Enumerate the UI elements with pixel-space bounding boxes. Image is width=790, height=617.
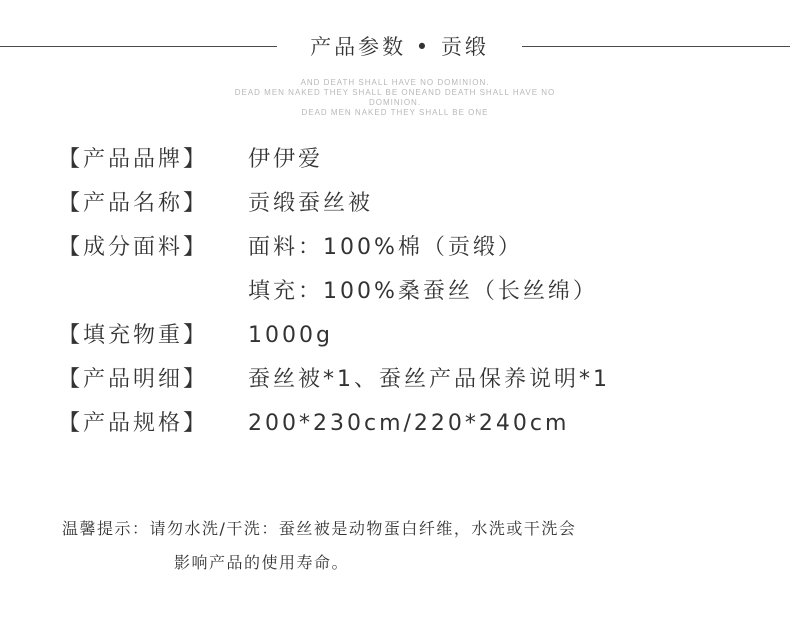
spec-value: 1000g (248, 323, 333, 348)
section-title: 产品参数 • 贡缎 (310, 35, 489, 59)
decor-line: DOMINION. (368, 98, 422, 107)
spec-label: 【产品明细】 (58, 367, 209, 392)
spec-value: 贡缎蚕丝被 (248, 191, 374, 216)
header-rule-left (0, 46, 277, 47)
spec-label: 【产品规格】 (58, 411, 209, 436)
spec-value: 填充：100%桑蚕丝（长丝绵） (248, 279, 598, 304)
spec-value: 面料：100%棉（贡缎） (248, 235, 523, 260)
spec-value: 伊伊爱 (248, 147, 324, 172)
decor-line: DEAD MEN NAKED THEY SHALL BE ONEAND DEATH SHALL HAVE NO (234, 88, 556, 97)
care-note-line: 影响产品的使用寿命。 (174, 553, 350, 572)
spec-label: 【产品名称】 (58, 191, 209, 216)
header-rule-right (522, 46, 790, 47)
section-header (0, 30, 790, 64)
spec-label: 【填充物重】 (58, 323, 209, 348)
spec-label: 【成分面料】 (58, 235, 209, 260)
decor-line: AND DEATH SHALL HAVE NO DOMINION. (300, 78, 490, 87)
decorative-english-text (180, 78, 610, 118)
decor-line: DEAD MEN NAKED THEY SHALL BE ONE (301, 108, 489, 117)
spec-value: 蚕丝被*1、蚕丝产品保养说明*1 (248, 367, 610, 392)
spec-value: 200*230cm/220*240cm (248, 411, 570, 436)
spec-label: 【产品品牌】 (58, 147, 209, 172)
care-note-line: 温馨提示：请勿水洗/干洗：蚕丝被是动物蛋白纤维，水洗或干洗会 (62, 519, 577, 538)
care-note (62, 512, 576, 580)
